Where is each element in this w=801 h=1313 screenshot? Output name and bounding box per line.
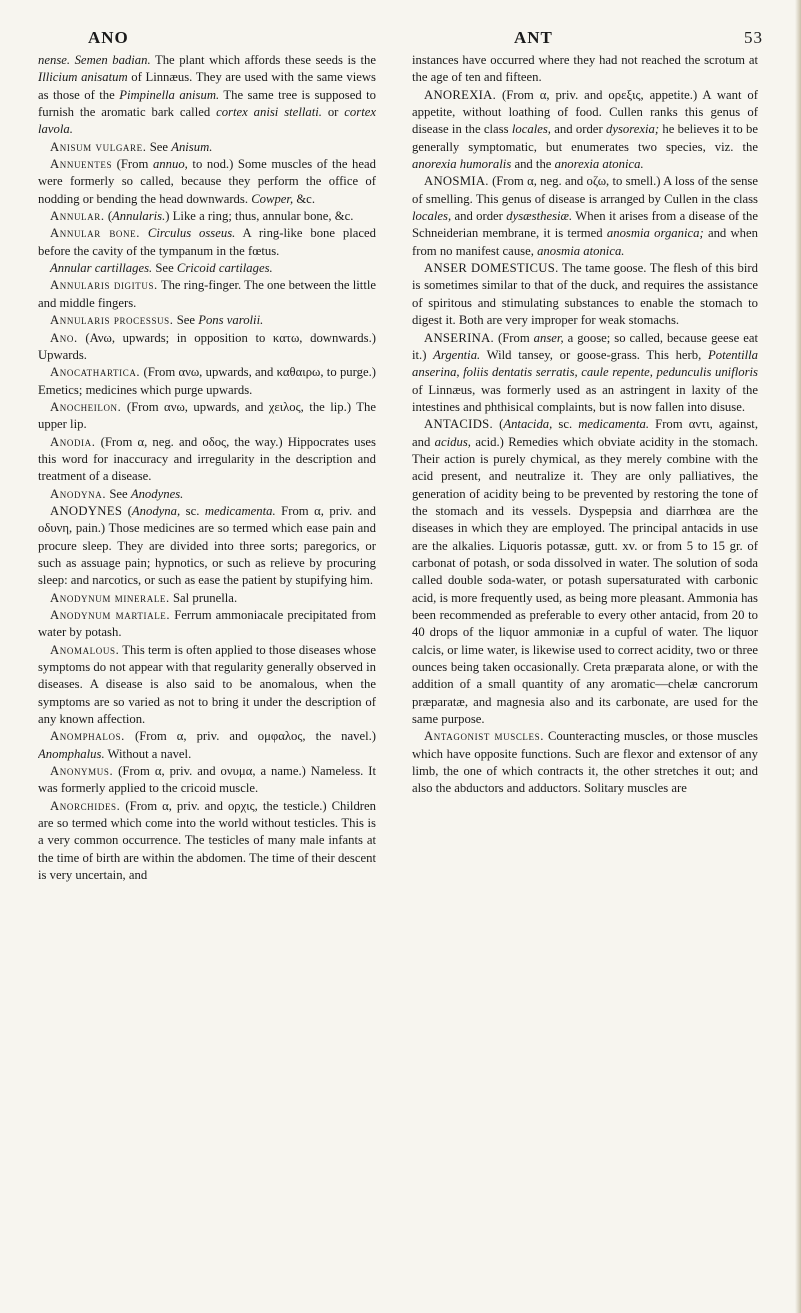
entry-text: or <box>321 105 345 120</box>
entry-text: (Ανω, upwards; in opposition to κατω, downwards.) Upwards. <box>38 330 376 362</box>
italic-text: Anodynes. <box>130 486 184 501</box>
entry-text: The tame goose. The flesh of this bird is sometimes similar to that of the duck, and requires the assistance of spiritous and stimulating substances to enable the stomach to digest it. Both are very improper for weak stomachs. <box>412 261 758 328</box>
dictionary-entry <box>38 434 376 486</box>
entry-headword: Anodynum martiale. <box>50 608 171 622</box>
entry-text: (From <box>112 157 153 172</box>
dictionary-entry <box>412 728 758 797</box>
italic-text: Annularis. <box>112 209 166 224</box>
italic-text: Circulus osseus. <box>147 226 236 241</box>
entry-text: The same tree is supposed to furnish the aromatic bark called <box>38 87 376 120</box>
entry-headword: ANSER DOMESTICUS. <box>424 261 559 276</box>
dictionary-entry <box>38 763 376 798</box>
entry-headword: Annularis digitus. <box>50 278 158 293</box>
page-number: 53 <box>744 28 763 47</box>
dictionary-entry <box>38 607 376 642</box>
italic-text: anorexia atonica. <box>554 157 644 172</box>
italic-text: Illicium anisatum <box>38 70 128 85</box>
italic-text: dysæsthesiæ. <box>506 209 573 224</box>
italic-text: dysorexia; <box>605 122 660 137</box>
italic-text: medicamenta. <box>204 503 276 518</box>
italic-text: anosmia atonica. <box>537 243 625 258</box>
dictionary-entry <box>38 156 376 208</box>
entry-text: Ferrum ammoniacale precipitated from water by potash. <box>38 608 376 640</box>
entry-text: ( <box>104 209 113 224</box>
running-head-left: ANO <box>88 28 129 47</box>
right-column <box>412 52 758 1305</box>
dictionary-entry <box>412 173 758 260</box>
entry-text: From αντι, against, and <box>412 417 758 449</box>
page-edge-shadow <box>795 0 801 1313</box>
entry-text: and order <box>550 122 606 137</box>
entry-text: See <box>106 486 131 501</box>
dictionary-entry <box>38 330 376 365</box>
entry-headword: Annular bone. <box>50 226 141 241</box>
italic-text: cortex anisi stellati. <box>216 105 322 120</box>
entry-text: he believes it to be generally symptomatic, but enumerates two species, viz. the <box>412 122 758 154</box>
entry-text: See <box>146 139 172 154</box>
entry-text: (From ανω, upwards, and χειλος, the lip.) The upper lip. <box>38 399 376 432</box>
entry-headword: Annularis processus. <box>50 313 174 328</box>
entry-text: This term is often applied to those diseases whose symptoms do not appear with that regularity generally observed in diseases. A disease is also said to be anomalous, when the symptoms are so varied as not to bring it under the description of any known affection. <box>38 642 376 727</box>
italic-text: Argentia. <box>433 347 481 362</box>
dictionary-entry <box>412 330 758 417</box>
entry-text: When it arises from a disease of the Schneiderian membrane, it is termed <box>412 209 758 241</box>
dictionary-entry <box>38 364 376 399</box>
entry-headword: Annular. <box>50 209 105 224</box>
italic-text: Pimpinella anisum. <box>119 87 220 102</box>
entry-headword: Anomalous. <box>50 642 120 657</box>
entry-text: Without a navel. <box>104 746 192 761</box>
italic-text: medicamenta. <box>578 417 650 432</box>
italic-text: Cricoid cartilages. <box>176 261 273 276</box>
entry-headword: Antagonist muscles. <box>424 729 544 744</box>
italic-text: Annular cartillages. <box>50 261 153 276</box>
entry-text: ) Like a ring; thus, annular bone, &c. <box>165 209 354 224</box>
left-column <box>38 52 376 1305</box>
italic-text: anorexia humoralis <box>412 157 512 172</box>
entry-text: ( <box>493 417 504 432</box>
italic-text: cortex lavola. <box>38 105 376 137</box>
text-columns <box>38 52 777 1305</box>
dictionary-entry <box>38 503 376 590</box>
italic-text: Antacida, <box>503 417 553 432</box>
dictionary-entry <box>38 486 376 503</box>
entry-headword: ANTACIDS. <box>424 417 493 432</box>
entry-headword: ANOREXIA. <box>424 87 497 102</box>
dictionary-entry <box>38 208 376 225</box>
entry-text: and when from no manifest cause, <box>412 226 758 258</box>
dictionary-entry <box>38 590 376 607</box>
dictionary-entry <box>38 312 376 329</box>
running-head-right: ANT <box>514 28 553 47</box>
entry-headword: ANODYNES <box>50 503 123 518</box>
italic-text: Cowper, <box>251 191 294 206</box>
entry-text: See <box>152 261 177 276</box>
italic-text: anser, <box>533 330 564 345</box>
entry-text: sc. <box>552 417 579 432</box>
entry-text: and order <box>451 209 507 224</box>
dictionary-entry <box>38 798 376 885</box>
entry-text: to nod.) Some muscles of the head were formerly so called, because they perform the office of nodding or bending the head downwards. <box>38 157 376 206</box>
entry-text: of Linnæus. They are used with the same views as those of the <box>38 70 376 102</box>
entry-text: a goose; so called, because geese eat it.) <box>412 330 758 362</box>
entry-text: (From α, priv. and ορχις, the testicle.) Children are so termed which come into the world without testicles. This is a very common occurrence. The testicles of many male infants at the time of birth are within the abdomen. The time of their descent is very uncertain, and <box>38 798 376 883</box>
dictionary-entry <box>38 642 376 729</box>
entry-text: of Linnæus, was formerly used as an astringent in laxity of the intestines and phthisical complaints, but is now fallen into disuse. <box>412 382 758 414</box>
entry-text: (From α, neg. and οδος, the way.) Hippocrates uses this word for inaccuracy and irregularity in the description and treatment of a disease. <box>38 434 376 484</box>
entry-headword: Anodynum minerale. <box>50 590 170 605</box>
entry-text: Sal prunella. <box>169 590 238 605</box>
italic-text: Anisum. <box>171 139 213 154</box>
entry-text: (From α, priv. and ορεξις, appetite.) A want of appetite, without loathing of food. Cullen ranks this genus of disease in the class <box>412 87 758 137</box>
entry-headword: Anocathartica. <box>50 365 141 380</box>
entry-text: (From α, priv. and ονυμα, a name.) Nameless. It was formerly applied to the cricoid muscle. <box>38 764 376 796</box>
entry-text: &c. <box>293 191 315 206</box>
entry-headword: ANSERINA. <box>424 330 495 345</box>
entry-headword: Anisum vulgare. <box>50 139 147 154</box>
running-head <box>24 18 775 54</box>
italic-text: anosmia organica; <box>606 226 704 241</box>
entry-text: and the <box>511 157 555 172</box>
entry-text: (From α, priv. and ομφαλος, the navel.) <box>124 729 376 744</box>
entry-headword: Annuentes <box>50 157 113 172</box>
italic-text: Anodyna, <box>131 503 181 518</box>
entry-text: acid.) Remedies which obviate acidity in the stomach. Their action is purely chymical, as they merely combine with the acid present, and neutralize it. They are only palliatives, the generation of acidity being to be prevented by restoring the tone of the stomach and its vessels. Dyspepsia and diarrhœa are the diseases in which they are employed. The principal antacids in use are the alkalies. Liquoris potassæ, gutt. xv. or from 5 to 15 gr. of carbonat of potash, or soda dissolved in water. The solution of soda called double soda-water, or potash supersaturated with carbonic acid, is more frequently used, as being more pleasant. Ammonia has been recommended as preferable to every other antacid, from 20 to 40 drops of the liquor ammoniæ in a cupful of water. The liquor calcis, or lime water, is likewise used to correct acidity, two or three ounces being taken occasionally. Creta præparata alone, or with the addition of a small quantity of any aromatic—chelæ cancrorum præparatæ, and magnesia also and its carbonate, are used for the same purpose. <box>412 434 758 727</box>
italic-text: locales, <box>412 209 452 224</box>
entry-text: (From ανω, upwards, and καθαιρω, to purge.) Emetics; medicines which purge upwards. <box>38 365 376 397</box>
italic-text: locales, <box>511 122 551 137</box>
entry-headword: Anorchides. <box>50 798 121 813</box>
entry-text: (From <box>494 330 534 345</box>
dictionary-entry <box>412 260 758 329</box>
italic-text: Pons varolii. <box>198 313 264 328</box>
italic-text: nense. Semen badian. <box>38 53 151 67</box>
dictionary-entry <box>412 52 758 87</box>
entry-headword: Anonymus. <box>50 764 114 779</box>
italic-text: Potentilla anserina, foliis dentatis serratis, caule repente, pedunculis unifloris <box>412 347 758 380</box>
entry-headword: Anocheilon. <box>50 399 122 414</box>
entry-text: sc. <box>180 503 205 518</box>
dictionary-entry <box>38 52 376 139</box>
entry-text: (From α, neg. and οζω, to smell.) A loss of the sense of smelling. This genus of disease is arranged by Cullen in the class <box>412 174 758 206</box>
dictionary-entry <box>38 277 376 312</box>
dictionary-entry <box>412 416 758 728</box>
entry-text: Counteracting muscles, or those muscles which have opposite functions. Such are flexor and extensor of any limb, the one of which contracts it, the other stretches it out; and also the abductors and adductors. Solitary muscles are <box>412 729 758 796</box>
dictionary-entry <box>412 87 758 174</box>
italic-text: Anomphalus. <box>38 746 105 761</box>
entry-text: instances have occurred where they had not reached the scrotum at the age of ten and fifteen. <box>412 53 758 85</box>
entry-text: Wild tansey, or goose-grass. This herb, <box>480 347 708 362</box>
entry-headword: Anodyna. <box>50 486 107 501</box>
entry-headword: ANOSMIA. <box>424 174 489 189</box>
entry-text: The plant which affords these seeds is the <box>150 53 376 67</box>
dictionary-entry <box>38 399 376 434</box>
italic-text: acidus, <box>434 434 471 449</box>
dictionary-entry <box>38 139 376 156</box>
entry-text: See <box>173 313 199 328</box>
dictionary-entry <box>38 260 376 277</box>
italic-text: annuo, <box>152 157 188 172</box>
entry-text: The ring-finger. The one between the little and middle fingers. <box>38 278 376 310</box>
entry-headword: Ano. <box>50 330 78 345</box>
entry-text: From α, priv. and οδυνη, pain.) Those medicines are so termed which ease pain and procure sleep. They are divided into three sorts; paregorics, or such as assuage pain; hypnotics, or such as relieve by procuring sleep: and narcotics, or such as ease the patient by stupifying him. <box>38 503 376 588</box>
entry-text: A ring-like bone placed before the cavity of the tympanum in the fœtus. <box>38 226 376 258</box>
entry-text <box>140 226 148 240</box>
entry-headword: Anodia. <box>50 434 96 449</box>
dictionary-entry <box>38 225 376 260</box>
entry-headword: Anomphalos. <box>50 729 125 744</box>
dictionary-entry <box>38 728 376 763</box>
entry-text: ( <box>122 503 132 518</box>
